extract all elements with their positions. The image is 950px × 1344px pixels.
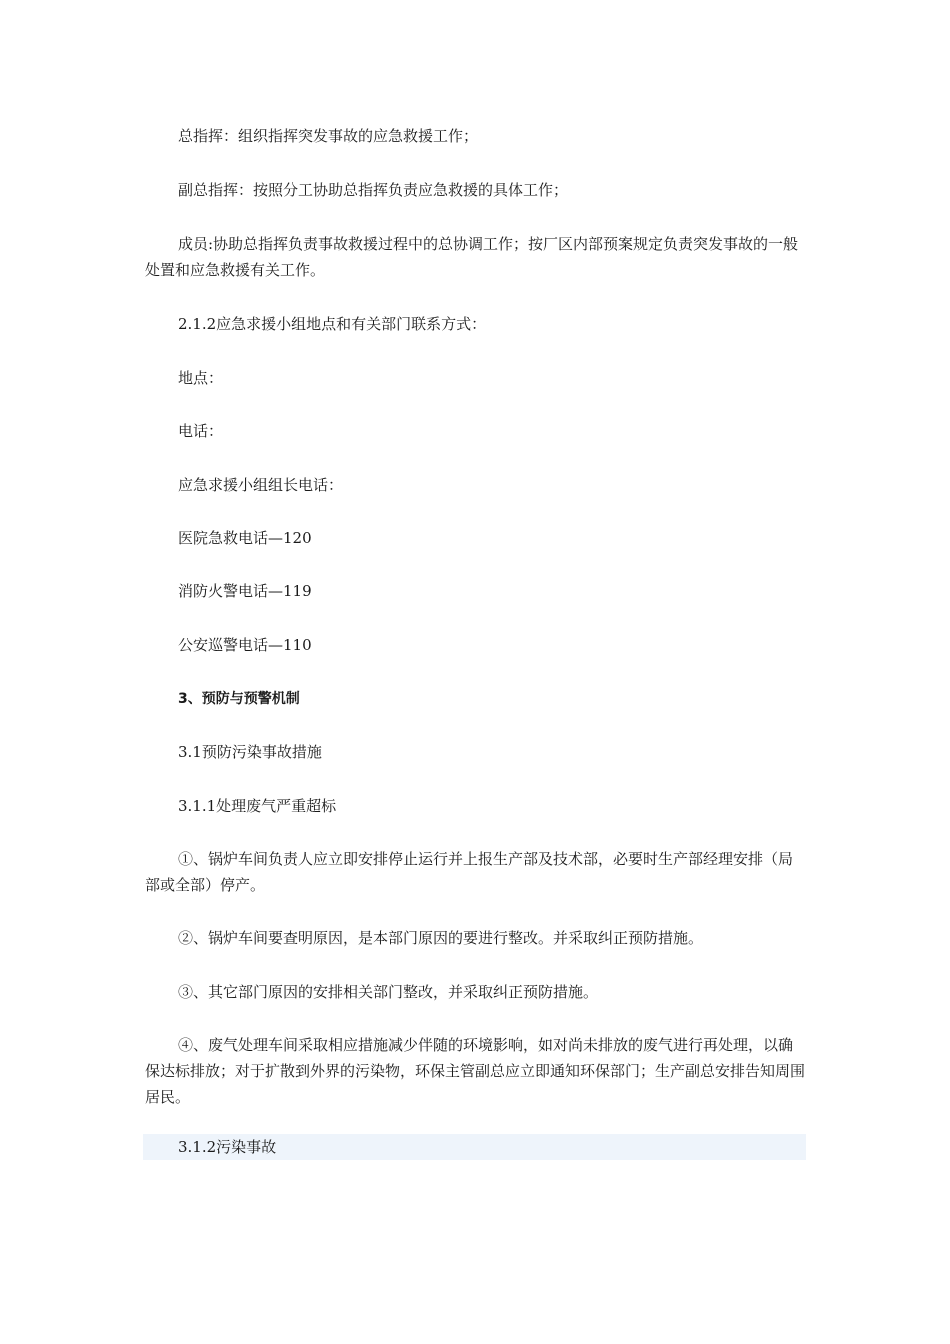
paragraph-item-4: ④、废气处理车间采取相应措施减少伴随的环境影响，如对尚未排放的废气进行再处理，以确保达标排放；对于扩散到外界的污染物，环保主管副总应立即通知环保部门；生产副总安排告知周围居民。 xyxy=(145,1036,806,1106)
heading-2-1-2: 2.1.2应急求援小组地点和有关部门联系方式： xyxy=(178,315,487,333)
paragraph-item-3: ③、其它部门原因的安排相关部门整改，并采取纠正预防措施。 xyxy=(178,983,599,1001)
paragraph-leader-phone: 应急求援小组组长电话： xyxy=(178,476,344,494)
paragraph-deputy-commander: 副总指挥：按照分工协助总指挥负责应急救援的具体工作； xyxy=(178,181,569,199)
paragraph-location: 地点： xyxy=(178,369,224,387)
heading-3-1: 3.1预防污染事故措施 xyxy=(178,743,322,761)
paragraph-hospital-phone: 医院急救电话—120 xyxy=(178,529,312,547)
paragraph-fire-phone: 消防火警电话—119 xyxy=(178,582,312,600)
heading-3-1-2: 3.1.2污染事故 xyxy=(178,1138,277,1156)
heading-section-3: 3、预防与预警机制 xyxy=(178,691,300,707)
paragraph-phone: 电话： xyxy=(178,422,224,440)
paragraph-commander: 总指挥：组织指挥突发事故的应急救援工作； xyxy=(178,127,479,145)
paragraph-item-2: ②、锅炉车间要查明原因，是本部门原因的要进行整改。并采取纠正预防措施。 xyxy=(178,929,704,947)
paragraph-item-1: ①、锅炉车间负责人应立即安排停止运行并上报生产部及技术部，必要时生产部经理安排（局部或全部）停产。 xyxy=(145,850,794,894)
heading-3-1-1: 3.1.1处理废气严重超标 xyxy=(178,797,337,815)
paragraph-members: 成员:协助总指挥负责事故救援过程中的总协调工作；按厂区内部预案规定负责突发事故的一般处置和应急救援有关工作。 xyxy=(145,235,799,279)
paragraph-police-phone: 公安巡警电话—110 xyxy=(178,636,312,654)
